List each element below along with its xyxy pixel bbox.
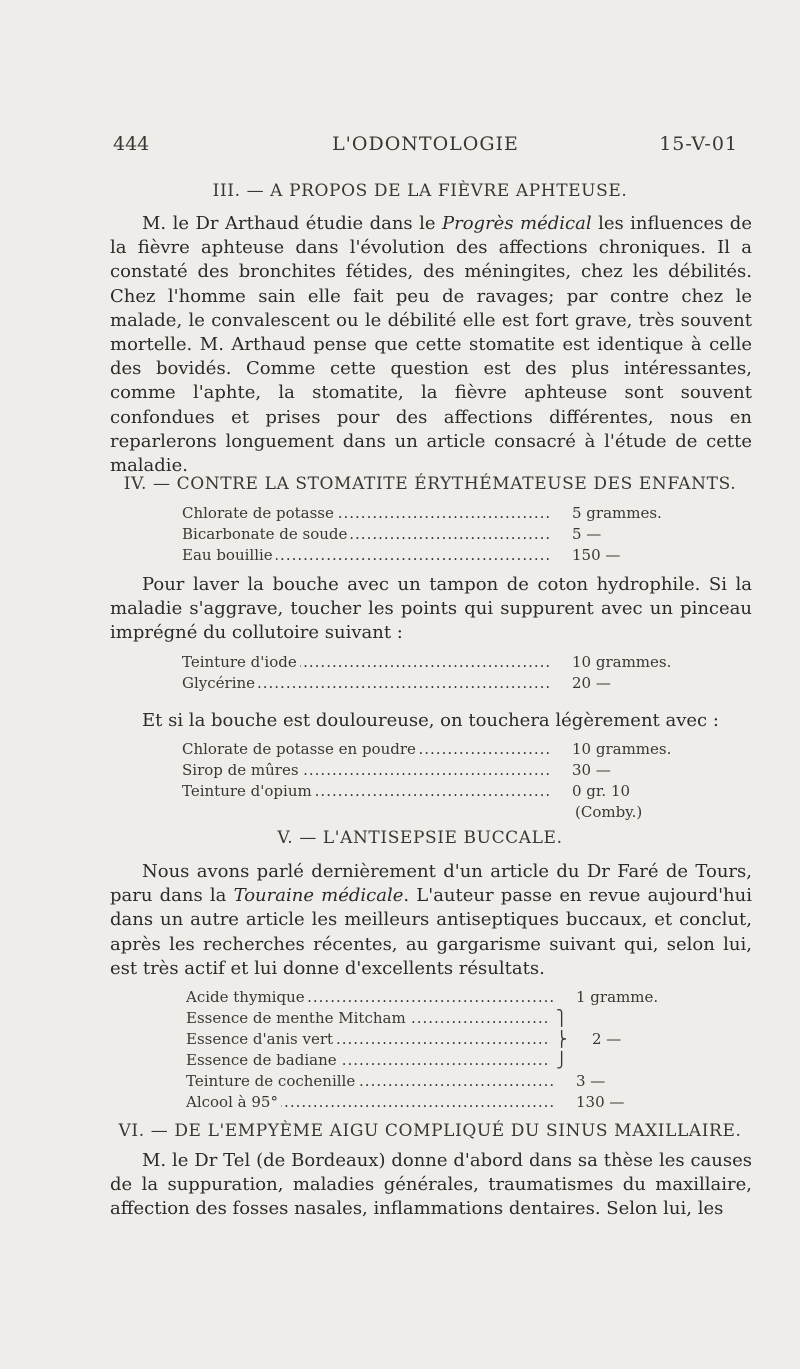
recipe-row xyxy=(186,1092,696,1113)
ingredient-name: Sirop de mûres xyxy=(182,761,302,779)
ingredient-quantity: 0 gr. 10 xyxy=(572,782,631,800)
brace-top: ⎫ xyxy=(556,1009,568,1027)
ingredient-name: Alcool à 95° xyxy=(186,1093,281,1111)
ingredient-name: Glycérine xyxy=(182,674,258,692)
recipe-row xyxy=(182,739,692,760)
section-4-heading: IV. — CONTRE LA STOMATITE ÉRYTHÉMATEUSE DES ENFANTS. xyxy=(123,474,737,494)
ingredient-name: Teinture d'opium xyxy=(182,782,315,800)
ingredient-name: Bicarbonate de soude xyxy=(182,525,350,543)
ingredient-quantity: 20 — xyxy=(572,674,611,692)
section-3-heading: III. — A PROPOS DE LA FIÈVRE APHTEUSE. xyxy=(212,181,628,201)
ingredient-quantity: 130 — xyxy=(576,1093,625,1111)
page-number: 444 xyxy=(113,133,150,155)
recipe-row xyxy=(182,760,692,781)
section-5-heading: V. — L'ANTISEPSIE BUCCALE. xyxy=(277,828,563,848)
section-3-journal-citation: Progrès médical xyxy=(442,213,592,234)
recipe-row xyxy=(186,1008,696,1029)
recipe-row xyxy=(182,503,692,524)
section-3-paragraph xyxy=(110,212,752,478)
ingredient-quantity: 30 — xyxy=(572,761,611,779)
section-3-text-after: les influences de la fièvre aphteuse dans l'évolution des affections chroniques. Il a constaté des bronchites fétides, des méningites, chez les débilités. Chez l'homme sain elle fait peu de ravages; par contre chez le malade, le convalescent ou le débilité elle est fort grave, très souvent mortelle. M. Arthaud pense que cette stomatite est identique à celle des bovidés. Comme cette question est des plus intéressantes, comme l'aphte, la stomatite, la fièvre aphteuse sont souvent confondues et prises pour des affections différentes, nous en reparlerons longuement dans un article consacré à l'étude de cette maladie. xyxy=(110,213,752,477)
recipe-2 xyxy=(182,652,692,694)
ingredient-quantity: 10 grammes. xyxy=(572,740,672,758)
section-5-text-after: . L'auteur passe en revue aujourd'hui dans un autre article les meilleurs antiseptiques buccaux, et conclut, après les recherches récentes, au gargarisme suivant qui, selon lui, est très actif et lui donne d'excellents résultats. xyxy=(110,885,752,979)
journal-title: L'ODONTOLOGIE xyxy=(332,133,519,155)
brace-bottom: ⎭ xyxy=(556,1051,568,1069)
ingredient-quantity: 10 grammes. xyxy=(572,653,672,671)
ingredient-name: Eau bouillie xyxy=(182,546,276,564)
ingredient-quantity: 1 gramme. xyxy=(576,988,659,1006)
ingredient-quantity: 5 — xyxy=(572,525,602,543)
ingredient-name: Teinture de cochenille xyxy=(186,1072,358,1090)
recipe-source: (Comby.) xyxy=(575,803,643,821)
ingredient-quantity: 3 — xyxy=(576,1072,606,1090)
ingredient-name: Essence de menthe Mitcham xyxy=(186,1009,409,1027)
ingredient-name: Chlorate de potasse xyxy=(182,504,337,522)
brace-middle: ⎬ xyxy=(556,1030,568,1048)
running-header xyxy=(113,133,738,159)
section-5-journal-citation: Touraine médicale xyxy=(233,885,404,907)
section-6-paragraph: M. le Dr Tel (de Bordeaux) donne d'abord dans sa thèse les causes de la suppuration, maladies générales, traumatismes du maxillaire, affection des fosses nasales, inflammations dentaires. Selon lui, les xyxy=(110,1150,752,1220)
recipe-3 xyxy=(182,739,692,823)
recipe-row xyxy=(186,987,696,1008)
recipe-row xyxy=(186,1029,696,1050)
recipe-row xyxy=(182,802,692,823)
issue-date: 15-V-01 xyxy=(659,133,738,155)
recipe-row xyxy=(182,673,692,694)
section-3-text-before: M. le Dr Arthaud étudie dans le xyxy=(142,213,442,234)
recipe-row xyxy=(182,652,692,673)
ingredient-quantity: 5 grammes. xyxy=(572,504,662,522)
section-4-paragraph-2: Et si la bouche est douloureuse, on touchera légèrement avec : xyxy=(142,710,719,731)
ingredient-name: Acide thymique xyxy=(186,988,308,1006)
ingredient-name: Essence d'anis vert xyxy=(186,1030,336,1048)
section-6-heading: VI. — DE L'EMPYÈME AIGU COMPLIQUÉ DU SINUS MAXILLAIRE. xyxy=(118,1121,742,1141)
recipe-4 xyxy=(186,987,696,1113)
section-4-paragraph-1: Pour laver la bouche avec un tampon de coton hydrophile. Si la maladie s'aggrave, toucher les points qui suppurent avec un pinceau imprégné du collutoire suivant : xyxy=(110,574,752,644)
recipe-row xyxy=(186,1050,696,1071)
ingredient-quantity: 150 — xyxy=(572,546,621,564)
ingredient-quantity: 2 — xyxy=(592,1030,622,1048)
recipe-row xyxy=(182,524,692,545)
section-5-paragraph xyxy=(110,860,752,981)
recipe-row xyxy=(186,1071,696,1092)
section-5-text-before: Nous avons parlé dernièrement d'un article du Dr Faré de Tours, paru dans la xyxy=(110,861,752,907)
recipe-row xyxy=(182,545,692,566)
ingredient-name: Teinture d'iode xyxy=(182,653,300,671)
ingredient-name: Essence de badiane xyxy=(186,1051,340,1069)
recipe-1 xyxy=(182,503,692,566)
recipe-row xyxy=(182,781,692,802)
ingredient-name: Chlorate de potasse en poudre xyxy=(182,740,419,758)
